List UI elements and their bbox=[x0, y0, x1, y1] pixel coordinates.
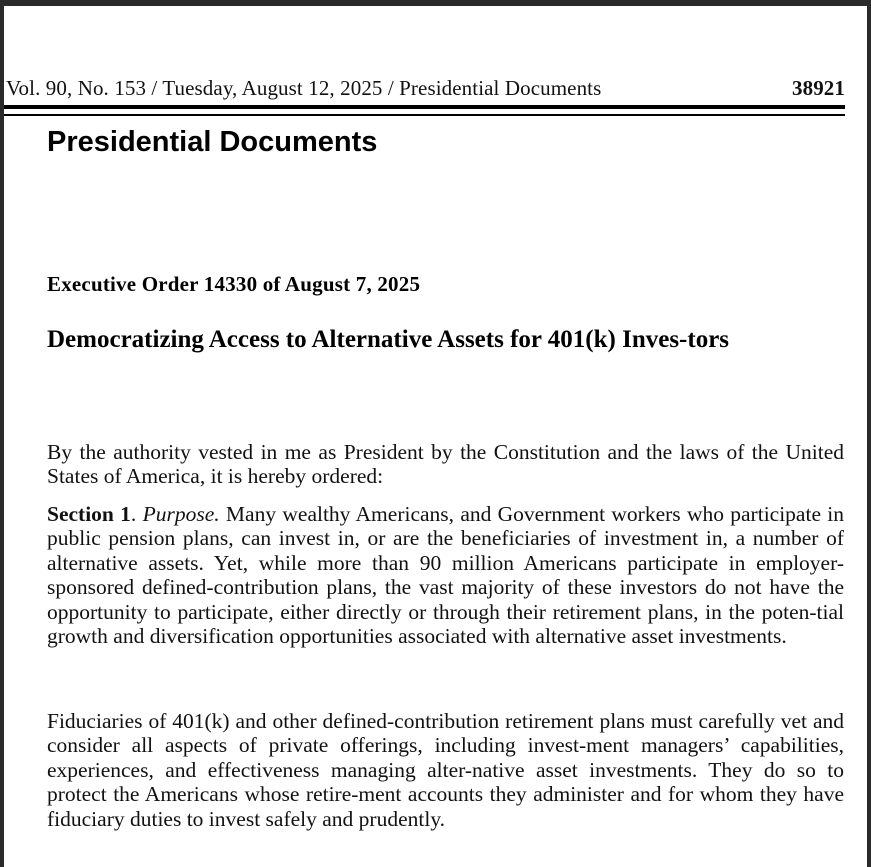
section-heading: Purpose. bbox=[142, 502, 220, 526]
section-title: Presidential Documents bbox=[47, 126, 378, 158]
header-rule-thick bbox=[4, 105, 845, 109]
running-head bbox=[6, 76, 845, 100]
executive-order-title: Democratizing Access to Alternative Assets for 401(k) Inves-tors bbox=[47, 326, 730, 353]
intro-paragraph: By the authority vested in me as President by the Constitution and the laws of the United States of America, it is hereby ordered: bbox=[47, 440, 844, 489]
section-separator: . bbox=[130, 502, 143, 526]
section-label: Section 1 bbox=[47, 502, 131, 526]
running-head-citation: Vol. 90, No. 153 / Tuesday, August 12, 2025 / Presidential Documents bbox=[6, 76, 602, 100]
section-1-text: Many wealthy Americans, and Government workers who participate in public pension plans, can invest in, or are the beneficiaries of investment in, a number of alternative assets. Yet, while more than 90 million Americans participate in employer-sponsored defined-contribution plans, the vast majority of these investors do not have the opportunity to participate, either directly or through their retirement plans, in the poten-tial growth and diversification opportunities associated with alternative asset investments. bbox=[47, 502, 844, 649]
section-1-paragraph bbox=[47, 502, 844, 648]
header-rule-thin bbox=[4, 114, 845, 116]
fiduciaries-paragraph: Fiduciaries of 401(k) and other defined-contribution retirement plans must carefully vet and consider all aspects of private offerings, including invest-ment managers’ capabilities, experiences, and effectiveness managing alter-native asset investments. They do so to protect the Americans whose retire-ment accounts they administer and for whom they have fiduciary duties to invest safely and prudently. bbox=[47, 709, 844, 831]
executive-order-number: Executive Order 14330 of August 7, 2025 bbox=[47, 272, 421, 296]
document-page bbox=[4, 6, 867, 867]
page-number: 38921 bbox=[792, 76, 845, 100]
